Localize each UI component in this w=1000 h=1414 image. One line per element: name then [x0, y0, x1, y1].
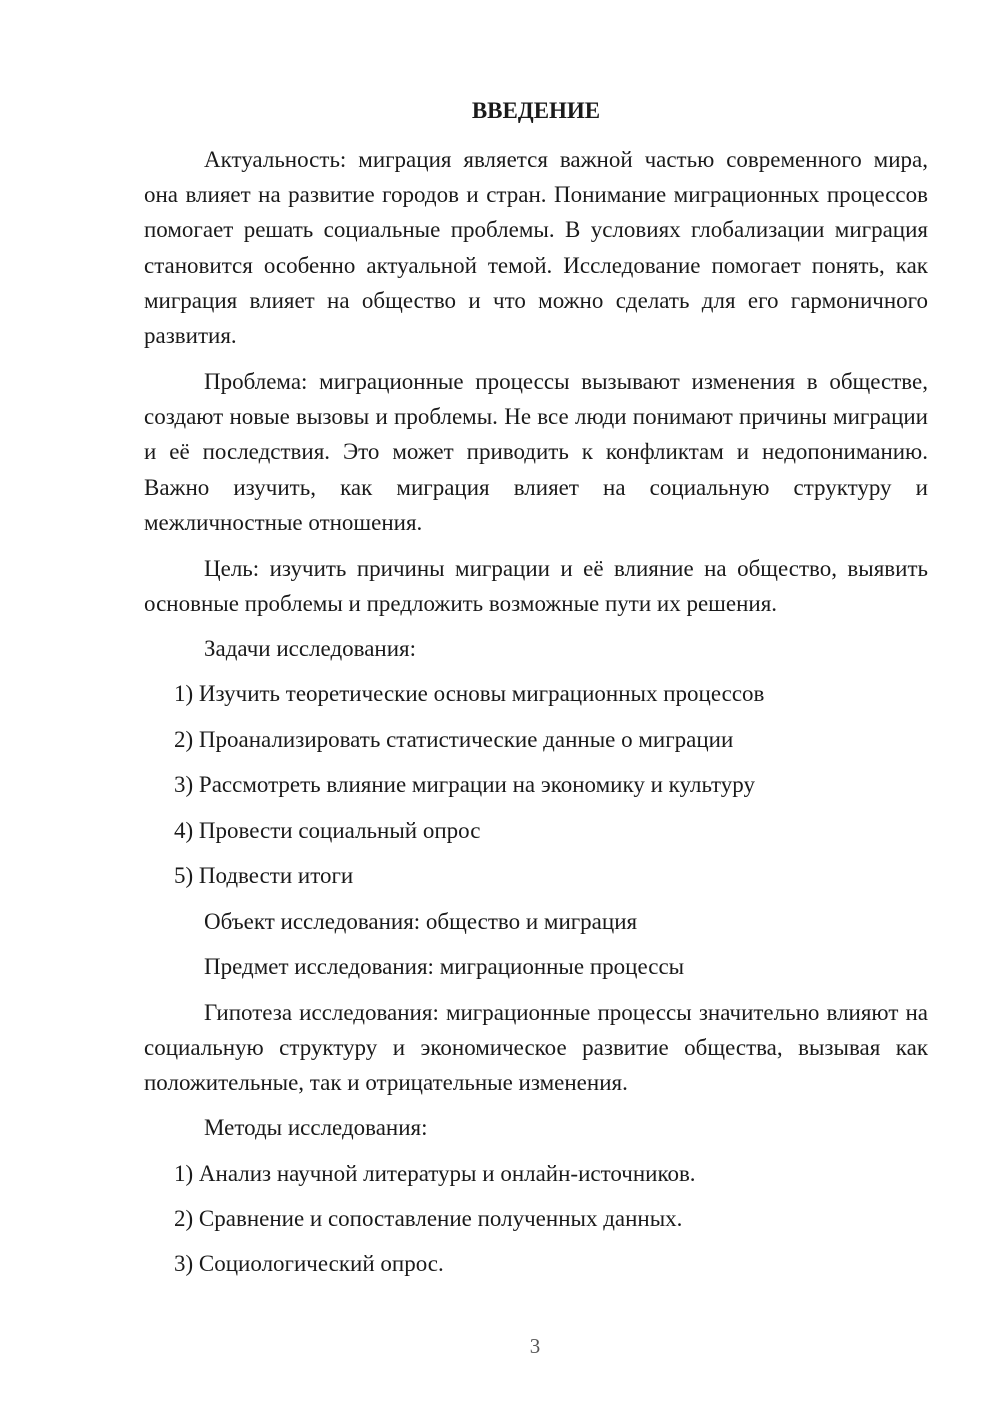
document-page — [144, 0, 928, 1414]
tasks-heading: Задачи исследования: — [204, 636, 417, 661]
method-item: 1) Анализ научной литературы и онлайн-источников. — [174, 1161, 696, 1186]
page-title: ВВЕДЕНИЕ — [471, 98, 601, 123]
goal-paragraph: Цель: изучить причины миграции и её влияние на общество, выявить основные проблемы и предложить возможные пути их решения. — [144, 556, 928, 617]
object-line: Объект исследования: общество и миграция — [204, 909, 638, 934]
problem-paragraph: Проблема: миграционные процессы вызывают изменения в обществе, создают новые вызовы и проблемы. Не все люди понимают причины миграции и её последствия. Это может приводить к конфликтам и недопониманию. Важно изучить, как миграция влияет на социальную структуру и межличностные отношения. — [144, 369, 928, 535]
task-item: 1) Изучить теоретические основы миграционных процессов — [174, 681, 765, 706]
task-item: 3) Рассмотреть влияние миграции на экономику и культуру — [174, 772, 755, 797]
page-number: 3 — [529, 1334, 541, 1358]
method-item: 3) Социологический опрос. — [174, 1251, 444, 1276]
hypothesis-paragraph: Гипотеза исследования: миграционные процессы значительно влияют на социальную структуру и экономическое развитие общества, вызывая как положительные, так и отрицательные изменения. — [144, 1000, 928, 1096]
task-item: 2) Проанализировать статистические данные о миграции — [174, 727, 734, 752]
task-item: 5) Подвести итоги — [174, 863, 354, 888]
methods-heading: Методы исследования: — [204, 1115, 428, 1140]
task-item: 4) Провести социальный опрос — [174, 818, 481, 843]
relevance-paragraph: Актуальность: миграция является важной частью современного мира, она влияет на развитие городов и стран. Понимание миграционных процессов помогает решать социальные проблемы. В условиях глобализации миграция становится особенно актуальной темой. Исследование помогает понять, как миграция влияет на общество и что можно сделать для его гармоничного развития. — [144, 147, 928, 349]
subject-line: Предмет исследования: миграционные процессы — [204, 954, 685, 979]
method-item: 2) Сравнение и сопоставление полученных данных. — [174, 1206, 683, 1231]
